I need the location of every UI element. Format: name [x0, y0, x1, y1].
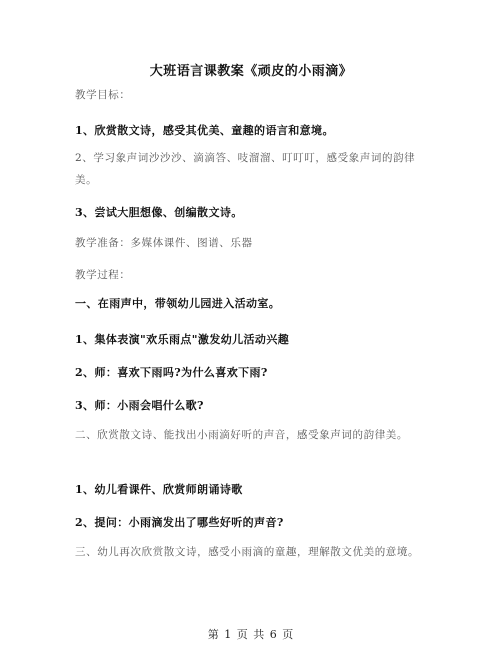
paragraph-process-heading: 教学过程： — [75, 269, 131, 281]
paragraph-step-3: 三、幼儿再次欣赏散文诗，感受小雨滴的童趣，理解散文优美的意境。 — [75, 546, 420, 558]
paragraph-objective-2: 2、学习象声词沙沙沙、滴滴答、吱溜溜、叮叮叮，感受象声词的韵律美。 — [75, 152, 416, 186]
paragraph-step-1-2: 2、师：喜欢下雨吗?为什么喜欢下雨? — [75, 366, 268, 379]
paragraph-objective-3: 3、尝试大胆想像、创编散文诗。 — [75, 206, 243, 219]
page-number-footer: 第 1 页 共 6 页 — [207, 628, 295, 641]
paragraph-objective-1: 1、欣赏散文诗，感受其优美、童趣的语言和意境。 — [75, 124, 334, 137]
paragraph-preparation: 教学准备：多媒体课件、图谱、乐器 — [75, 237, 253, 249]
document-title: 大班语言课教案《顽皮的小雨滴》 — [149, 64, 353, 79]
paragraph-step-2: 二、欣赏散文诗、能找出小雨滴好听的声音，感受象声词的韵律美。 — [75, 429, 408, 441]
paragraph-step-2-2: 2、提问：小雨滴发出了哪些好听的声音? — [75, 516, 284, 529]
paragraph-step-1: 一、在雨声中，带领幼儿园进入活动室。 — [75, 297, 281, 310]
paragraph-step-1-3: 3、师：小雨会唱什么歌? — [75, 399, 204, 412]
paragraph-step-2-1: 1、幼儿看课件、欣赏师朗诵诗歌 — [75, 483, 243, 496]
paragraph-step-1-1: 1、集体表演"欢乐雨点"激发幼儿活动兴趣 — [75, 333, 290, 346]
paragraph-objectives-heading: 教学目标： — [75, 89, 131, 101]
